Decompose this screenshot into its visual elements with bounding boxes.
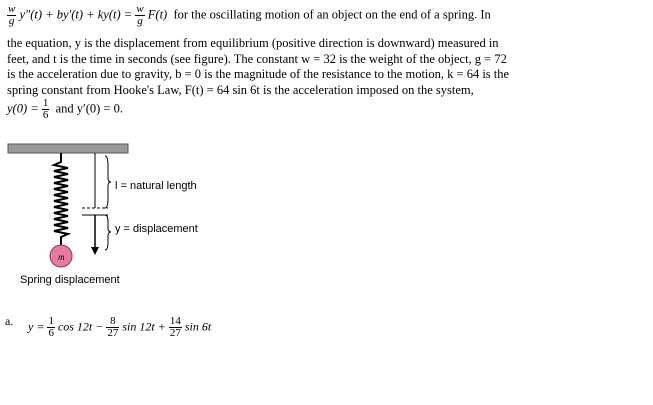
problem-line-4: is the acceleration due to gravity, b = 0 is the magnitude of the resistance to the motion, k = 64 is the <box>7 67 510 81</box>
displacement-arrowhead <box>91 247 99 255</box>
fraction-denominator: 27 <box>107 327 119 339</box>
figure-caption: Spring displacement <box>20 274 120 286</box>
fraction-numerator: 8 <box>106 316 119 328</box>
fraction-denominator: 6 <box>42 109 49 121</box>
fraction-denominator: g <box>137 15 143 27</box>
problem-line-5: spring constant from Hooke's Law, F(t) = 64 sin 6t is the acceleration imposed on the system, <box>7 83 474 97</box>
spring-coil <box>54 153 68 246</box>
answer-lhs: y = <box>28 319 45 334</box>
mass-label: m <box>58 252 65 262</box>
answer-term-3: sin 6t <box>184 319 212 334</box>
fraction-numerator: 1 <box>48 315 54 327</box>
initial-conditions <box>7 98 123 121</box>
displacement-brace <box>105 215 111 250</box>
problem-line-3: feet, and t is the time in seconds (see figure). The constant w = 32 is the weight of the object, g = 72 <box>7 52 507 66</box>
answer-letter: a. <box>5 314 14 328</box>
fraction-numerator: w <box>8 3 16 15</box>
answer-term-2: sin 12t + <box>122 319 166 334</box>
answer-term-1: cos 12t − <box>57 319 104 334</box>
displacement-label: y = displacement <box>115 223 198 235</box>
fraction-numerator: w <box>136 3 144 15</box>
w-over-g-fraction-1 <box>7 4 16 27</box>
equation-term-2: F(t) <box>147 7 168 22</box>
equation-term-1: y″(t) + by′(t) + ky(t) = <box>19 7 133 22</box>
answer-fraction-2 <box>106 316 119 339</box>
answer-fraction-1 <box>47 316 55 339</box>
natural-length-label: l = natural length <box>115 180 197 192</box>
problem-line-2: the equation, y is the displacement from equilibrium (positive direction is downward) measured in <box>7 36 499 50</box>
fraction-numerator: 1 <box>42 97 49 109</box>
fraction-numerator: 14 <box>169 315 181 327</box>
fraction-denominator: g <box>8 15 15 27</box>
fraction-denominator: 27 <box>169 327 181 339</box>
initial-y0-lhs: y(0) = <box>7 101 39 116</box>
initial-conditions-rest: and y′(0) = 0. <box>55 101 123 116</box>
answer-fraction-3 <box>169 316 182 339</box>
equation-line <box>7 4 491 27</box>
equation-description: for the oscillating motion of an object on the end of a spring. In <box>173 7 491 22</box>
spring-figure <box>0 136 260 296</box>
ceiling-bar <box>8 144 128 153</box>
w-over-g-fraction-2 <box>135 4 144 27</box>
natural-length-brace <box>105 156 111 208</box>
initial-y0-fraction <box>42 98 50 121</box>
fraction-denominator: 6 <box>48 327 54 339</box>
answer-formula <box>28 316 211 339</box>
spring-diagram <box>0 136 260 296</box>
